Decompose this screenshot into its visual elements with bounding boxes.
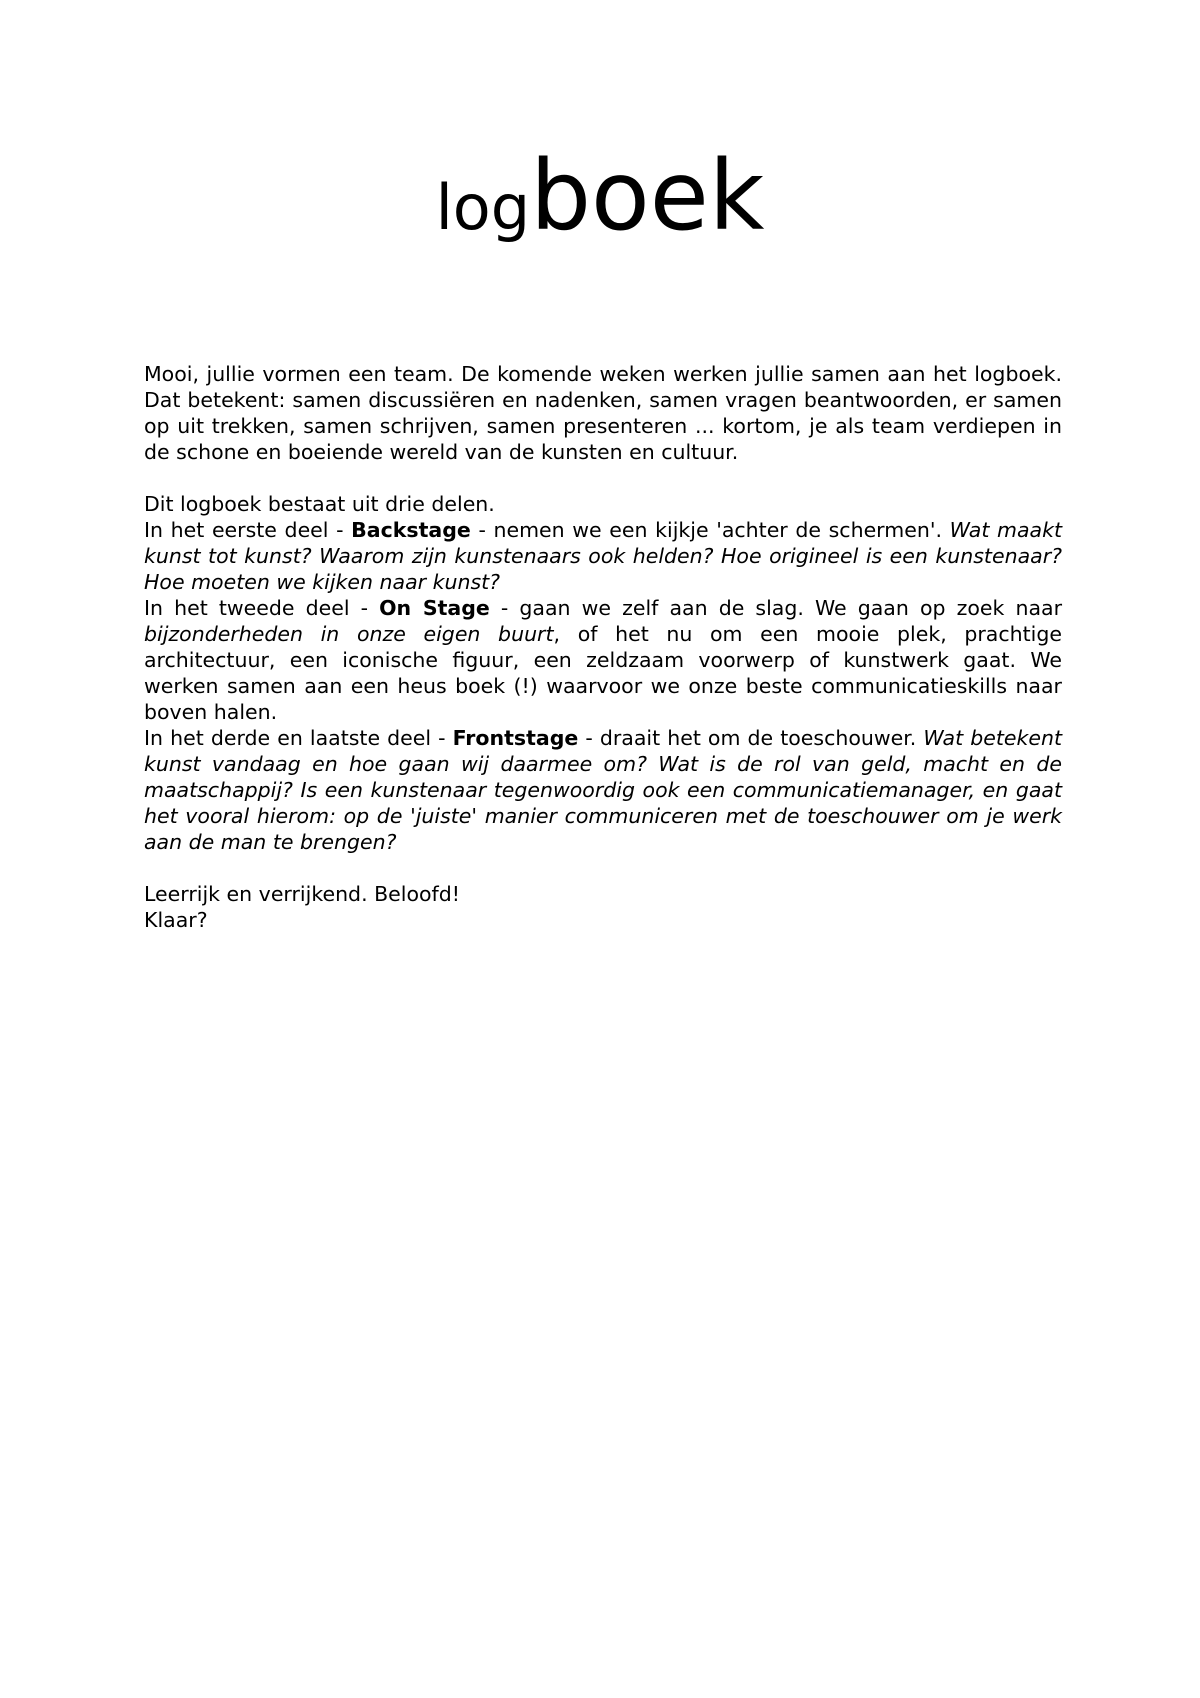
part-backstage-name: Backstage xyxy=(351,518,471,542)
title-part-boek: boek xyxy=(530,140,765,252)
part-frontstage-lead: In het derde en laatste deel - xyxy=(144,726,453,750)
part-backstage-text: - nemen we een kijkje 'achter de schermen'. xyxy=(470,518,950,542)
part-onstage-rest: , of het nu om een mooie plek, prachtige architectuur, een iconische figuur, een zeldzaam voorwerp of kunstwerk gaat. We werken samen aan een heus boek (!) waarvoor we onze beste communicatieskills naar boven halen. xyxy=(144,622,1062,724)
part-onstage-text: - gaan we zelf aan de slag. We gaan op zoek naar xyxy=(489,596,1063,620)
paragraph-spacer xyxy=(144,465,1062,491)
part-frontstage-paragraph xyxy=(144,725,1062,855)
part-onstage-paragraph xyxy=(144,595,1062,725)
paragraph-spacer xyxy=(144,855,1062,881)
intro-paragraph: Mooi, jullie vormen een team. De komende weken werken jullie samen aan het logboek. Dat betekent: samen discussiëren en nadenken, samen vragen beantwoorden, er samen op uit trekken, samen schrijven, samen presenteren ... kortom, je als team verdiepen in de schone en boeiende wereld van de kunsten en cultuur. xyxy=(144,362,1062,464)
part-onstage-lead: In het tweede deel - xyxy=(144,596,380,620)
part-frontstage-name: Frontstage xyxy=(452,726,579,750)
parts-intro: Dit logboek bestaat uit drie delen. xyxy=(144,492,495,516)
part-frontstage-questions: Wat betekent kunst vandaag en hoe gaan wij daarmee om? Wat is de rol van geld, macht en de maatschappij? Is een kunstenaar tegenwoordig ook een communicatiemanager, en gaat het vooral hierom: op de 'juiste' manier communiceren met de toeschouwer om je werk aan de man te brengen? xyxy=(144,726,1062,854)
part-frontstage-text: - draait het om de toeschouwer. xyxy=(578,726,924,750)
part-backstage-lead: In het eerste deel - xyxy=(144,518,352,542)
closing-line-1: Leerrijk en verrijkend. Beloofd! xyxy=(144,882,461,906)
body-text xyxy=(144,361,1062,933)
part-onstage-emphasis: bijzonderheden in onze eigen buurt xyxy=(144,622,554,646)
part-backstage-questions: Wat maakt kunst tot kunst? Waarom zijn kunstenaars ook helden? Hoe origineel is een kunstenaar? Hoe moeten we kijken naar kunst? xyxy=(144,518,1062,594)
part-backstage-paragraph xyxy=(144,517,1062,595)
document-title xyxy=(0,140,1200,252)
closing-line-2: Klaar? xyxy=(144,908,208,932)
title-part-log: log xyxy=(435,171,531,244)
part-onstage-name: On Stage xyxy=(379,596,490,620)
